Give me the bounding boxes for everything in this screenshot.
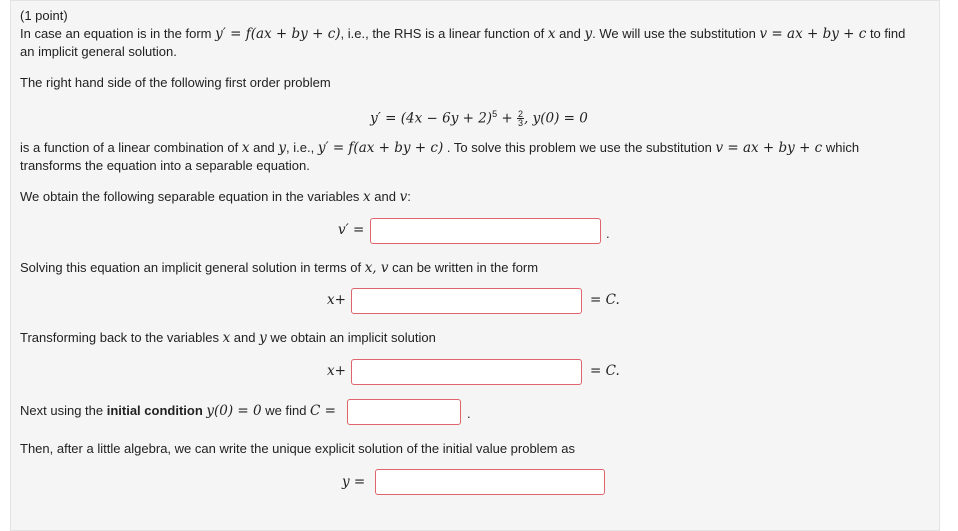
- separable-text-c: :: [407, 189, 411, 204]
- implicit-v-lead: [20, 259, 538, 277]
- v-prime-label: v′ =: [338, 222, 365, 238]
- separable-var-v: v: [399, 189, 408, 205]
- intro-form-eq: y′ = f(ax + by + c): [215, 26, 341, 42]
- implicit-xy-input[interactable]: [351, 359, 582, 385]
- separable-text-a: We obtain the following separable equation in the variables: [20, 189, 364, 204]
- explain-text-c: , i.e.,: [286, 140, 318, 155]
- implicit-xy-label: x+: [327, 363, 346, 379]
- initial-lead: [20, 402, 336, 420]
- implicit-xy-text-c: we obtain an implicit solution: [266, 330, 436, 345]
- implicit-xy-text-b: and: [230, 330, 260, 345]
- implicit-xy-var-y: y: [259, 330, 267, 346]
- implicit-v-vars: x, v: [364, 260, 389, 276]
- intro-var-x: x: [547, 26, 556, 42]
- explicit-lead: Then, after a little algebra, we can write the unique explicit solution of the initial value problem as: [20, 441, 575, 456]
- implicit-v-label: x+: [327, 292, 346, 308]
- implicit-xy-var-x: x: [222, 330, 231, 346]
- explain-line-2: transforms the equation into a separable equation.: [20, 158, 310, 173]
- explain-var-y: y: [278, 140, 287, 156]
- intro-var-y: y: [584, 26, 593, 42]
- y-solution-input[interactable]: [375, 469, 605, 495]
- explain-subst-eq: v = ax + by + c: [715, 140, 823, 156]
- eq-exponent: 5: [492, 109, 498, 119]
- intro-and: and: [555, 26, 585, 41]
- problem-equation: [0, 104, 958, 128]
- problem-lead: The right hand side of the following first order problem: [20, 75, 331, 90]
- eq-fraction: [517, 110, 524, 127]
- eq-frac-num: 2: [518, 109, 524, 120]
- explain-form-eq: y′ = f(ax + by + c): [317, 140, 444, 156]
- initial-eq: y(0) = 0: [206, 403, 262, 419]
- eq-initial-cond: , y(0) = 0: [524, 110, 588, 127]
- explain-text-e: which: [822, 140, 860, 155]
- v-prime-input[interactable]: [370, 218, 601, 244]
- initial-c-label: C =: [310, 403, 336, 419]
- separable-text-b: and: [370, 189, 400, 204]
- explain-text-d: . To solve this problem we use the substitution: [443, 140, 716, 155]
- explain-line-1: [20, 139, 859, 157]
- explain-var-x: x: [241, 140, 250, 156]
- eq-left: y′ = (4x − 6y + 2): [370, 110, 493, 127]
- implicit-xy-lead: [20, 329, 436, 347]
- implicit-xy-text-a: Transforming back to the variables: [20, 330, 223, 345]
- initial-condition-bold: initial condition: [106, 403, 203, 418]
- intro-text-d: to find: [866, 26, 906, 41]
- points-label: (1 point): [20, 8, 68, 23]
- intro-text-a: In case an equation is in the form: [20, 26, 216, 41]
- implicit-v-input[interactable]: [351, 288, 582, 314]
- implicit-v-text-a: Solving this equation an implicit general solution in terms of: [20, 260, 365, 275]
- implicit-xy-tail: = C.: [590, 363, 620, 379]
- implicit-v-tail: = C.: [590, 292, 620, 308]
- eq-frac-den: 3: [518, 118, 524, 129]
- separable-var-x: x: [363, 189, 371, 205]
- explain-text-b: and: [249, 140, 279, 155]
- initial-text-b: we find: [261, 403, 311, 418]
- intro-text-b: , i.e., the RHS is a linear function of: [340, 26, 548, 41]
- eq-plus: +: [497, 110, 517, 127]
- implicit-v-text-b: can be written in the form: [388, 260, 539, 275]
- v-prime-dot: .: [606, 226, 610, 241]
- initial-text-a: Next using the: [20, 403, 107, 418]
- y-solution-label: y =: [342, 474, 366, 490]
- c-value-dot: .: [467, 406, 471, 421]
- intro-line-2: an implicit general solution.: [20, 44, 177, 59]
- intro-text-c: . We will use the substitution: [592, 26, 760, 41]
- intro-subst-eq: v = ax + by + c: [759, 26, 867, 42]
- intro-line-1: [20, 25, 905, 43]
- c-value-input[interactable]: [347, 399, 461, 425]
- explain-text-a: is a function of a linear combination of: [20, 140, 242, 155]
- separable-lead: [20, 188, 411, 206]
